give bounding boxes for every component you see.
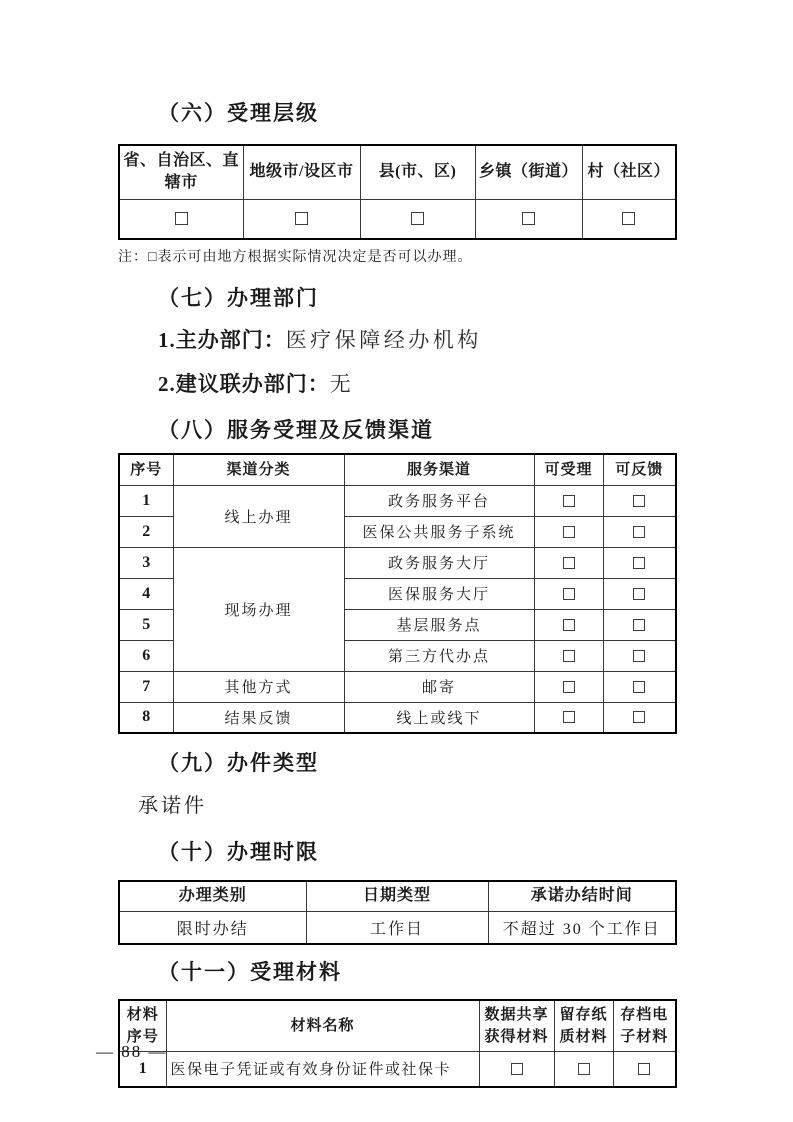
acceptance-level-table — [118, 144, 677, 240]
feedback-cell — [603, 516, 676, 547]
col-header-village: 村（社区） — [582, 145, 676, 199]
page-content — [118, 0, 675, 1088]
feedback-cell — [603, 640, 676, 671]
category-onsite: 现场办理 — [173, 547, 344, 671]
checkbox-icon — [511, 1063, 523, 1075]
col-header-material-serial: 材料序号 — [119, 1000, 166, 1051]
checkbox-icon — [633, 711, 645, 723]
note-text: 注：□表示可由地方根据实际情况决定是否可以办理。 — [118, 250, 473, 265]
row-number: 5 — [119, 609, 173, 640]
checkbox-icon — [633, 495, 645, 507]
channel-name: 基层服务点 — [344, 609, 534, 640]
checkbox-icon — [633, 557, 645, 569]
cell-township — [475, 199, 582, 239]
row-number: 2 — [119, 516, 173, 547]
checkbox-icon — [563, 526, 575, 538]
acceptable-cell — [534, 671, 603, 702]
acceptable-cell — [534, 547, 603, 578]
checkbox-icon — [633, 681, 645, 693]
feedback-cell — [603, 485, 676, 516]
row-number: 8 — [119, 702, 173, 733]
col-header-prefecture-city: 地级市/设区市 — [243, 145, 360, 199]
row-number: 1 — [119, 485, 173, 516]
category-online: 线上办理 — [173, 485, 344, 547]
channel-name: 政务服务平台 — [344, 485, 534, 516]
category-other: 其他方式 — [173, 671, 344, 702]
heading-time-limit: （十）办理时限 — [158, 840, 319, 864]
category-result-feedback: 结果反馈 — [173, 702, 344, 733]
channel-name: 政务服务大厅 — [344, 547, 534, 578]
channel-name: 线上或线下 — [344, 702, 534, 733]
col-header-province: 省、自治区、直辖市 — [119, 145, 243, 199]
checkbox-icon — [633, 619, 645, 631]
cell-province — [119, 199, 243, 239]
table-row — [119, 671, 676, 702]
cell-prefecture-city — [243, 199, 360, 239]
checkbox-icon — [622, 212, 635, 225]
joint-department-label: 2.建议联办部门： — [158, 372, 330, 396]
joint-department-line — [158, 368, 675, 401]
checkbox-icon — [563, 619, 575, 631]
channel-name: 邮寄 — [344, 671, 534, 702]
checkbox-icon — [563, 495, 575, 507]
checkbox-icon — [411, 212, 424, 225]
channel-name: 第三方代办点 — [344, 640, 534, 671]
checkbox-icon — [175, 212, 188, 225]
heading-handling-department: （七）办理部门 — [158, 286, 319, 310]
table-row — [119, 1051, 676, 1087]
time-limit-header-row — [119, 881, 676, 911]
acceptable-cell — [534, 516, 603, 547]
heading-item-type: （九）办件类型 — [158, 751, 319, 775]
table-row — [119, 485, 676, 516]
checkbox-icon — [563, 588, 575, 600]
checkbox-icon — [563, 711, 575, 723]
checkbox-icon — [633, 588, 645, 600]
acceptable-cell — [534, 578, 603, 609]
page-number: — 88 — — [96, 1042, 168, 1061]
col-header-acceptable: 可受理 — [534, 454, 603, 485]
checkbox-icon — [563, 557, 575, 569]
cell-village — [582, 199, 676, 239]
materials-header-row — [119, 1000, 676, 1051]
acceptable-cell — [534, 640, 603, 671]
checkbox-icon — [522, 212, 535, 225]
promised-time-value: 不超过 30 个工作日 — [488, 911, 676, 944]
item-type-value: 承诺件 — [138, 795, 207, 817]
row-number: 3 — [119, 547, 173, 578]
checkbox-icon — [295, 212, 308, 225]
material-serial: 1 — [119, 1051, 166, 1087]
date-type-value: 工作日 — [306, 911, 488, 944]
col-header-promised-time: 承诺办结时间 — [488, 881, 676, 911]
col-header-county: 县(市、区) — [360, 145, 475, 199]
acceptance-level-checkbox-row — [119, 199, 676, 239]
checkbox-icon — [563, 650, 575, 662]
col-header-handling-category: 办理类别 — [119, 881, 306, 911]
row-number: 4 — [119, 578, 173, 609]
checkbox-icon — [638, 1063, 650, 1075]
main-department-value: 医疗保障经办机构 — [285, 328, 482, 352]
col-header-data-shared: 数据共享获得材料 — [479, 1000, 554, 1051]
row-number: 6 — [119, 640, 173, 671]
col-header-material-name: 材料名称 — [166, 1000, 479, 1051]
channels-header-row — [119, 454, 676, 485]
checkbox-icon — [578, 1063, 590, 1075]
col-header-feedback: 可反馈 — [603, 454, 676, 485]
col-header-serial: 序号 — [119, 454, 173, 485]
time-limit-table — [118, 880, 677, 945]
col-header-e-archived: 存档电子材料 — [613, 1000, 676, 1051]
checkbox-icon — [633, 526, 645, 538]
col-header-township: 乡镇（街道） — [475, 145, 582, 199]
table-row — [119, 702, 676, 733]
acceptable-cell — [534, 485, 603, 516]
channel-name: 医保服务大厅 — [344, 578, 534, 609]
service-channels-table — [118, 453, 677, 734]
time-limit-data-row — [119, 911, 676, 944]
material-name: 医保电子凭证或有效身份证件或社保卡 — [166, 1051, 479, 1087]
row-number: 7 — [119, 671, 173, 702]
joint-department-value: 无 — [329, 372, 355, 396]
paper-retained-cell — [554, 1051, 613, 1087]
feedback-cell — [603, 609, 676, 640]
feedback-cell — [603, 671, 676, 702]
acceptable-cell — [534, 702, 603, 733]
channel-name: 医保公共服务子系统 — [344, 516, 534, 547]
heading-acceptance-materials: （十一）受理材料 — [158, 960, 342, 984]
main-department-label: 1.主办部门： — [158, 328, 286, 352]
checkbox-icon — [633, 650, 645, 662]
col-header-date-type: 日期类型 — [306, 881, 488, 911]
checkbox-icon — [563, 681, 575, 693]
cell-county — [360, 199, 475, 239]
feedback-cell — [603, 702, 676, 733]
materials-table — [118, 999, 677, 1088]
feedback-cell — [603, 578, 676, 609]
data-shared-cell — [479, 1051, 554, 1087]
col-header-paper-retained: 留存纸质材料 — [554, 1000, 613, 1051]
acceptance-level-header-row — [119, 145, 676, 199]
heading-acceptance-level: （六）受理层级 — [158, 101, 319, 125]
table-row — [119, 547, 676, 578]
feedback-cell — [603, 547, 676, 578]
acceptable-cell — [534, 609, 603, 640]
col-header-channel-category: 渠道分类 — [173, 454, 344, 485]
main-department-line — [158, 324, 675, 357]
col-header-service-channel: 服务渠道 — [344, 454, 534, 485]
e-archived-cell — [613, 1051, 676, 1087]
heading-service-channels: （八）服务受理及反馈渠道 — [158, 418, 434, 442]
handling-category-value: 限时办结 — [119, 911, 306, 944]
